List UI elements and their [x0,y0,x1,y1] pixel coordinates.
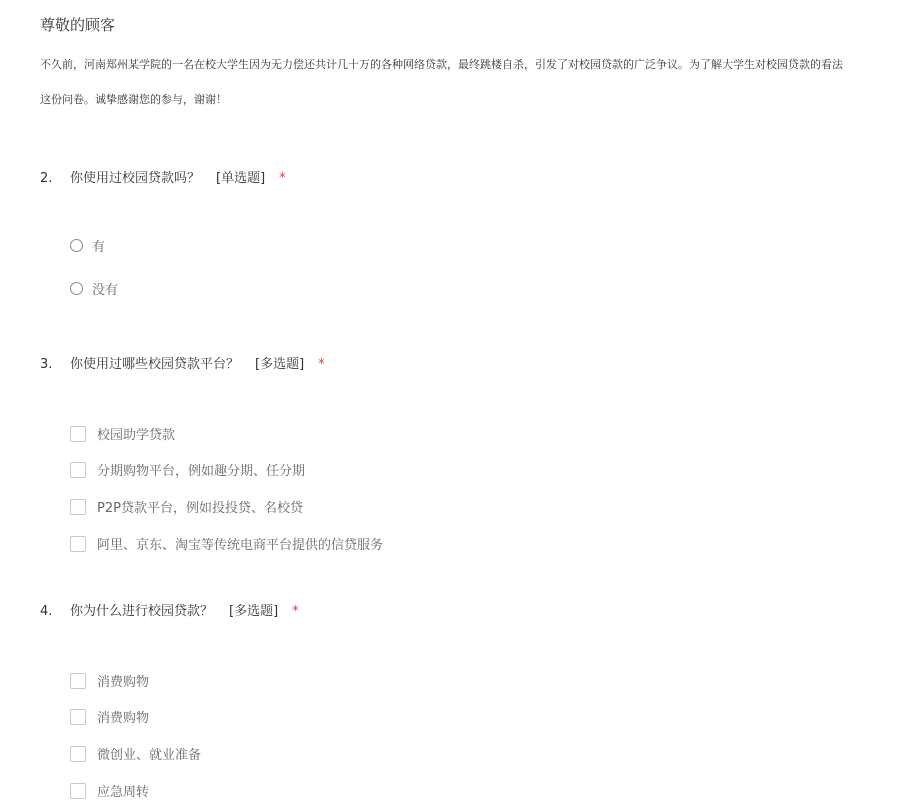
question-4-title [40,602,299,622]
q3-option-2[interactable] [70,463,305,481]
checkbox[interactable] [70,673,86,689]
q4-option-3[interactable] [70,747,201,765]
question-number: 3. [40,357,53,372]
q3-option-1[interactable] [70,427,175,445]
checkbox[interactable] [70,746,86,762]
option-label: 分期购物平台，例如趣分期、任分期 [97,464,306,479]
question-type-badge: [多选题] [255,357,305,372]
checkbox[interactable] [70,499,86,515]
option-label: 校园助学贷款 [97,428,176,443]
option-label: 没有 [92,283,119,298]
required-marker: * [318,357,325,372]
checkbox[interactable] [70,536,86,552]
question-3-title [40,355,325,375]
checkbox[interactable] [70,462,86,478]
radio-button[interactable] [70,239,83,252]
survey-greeting: 尊敬的顾客 [40,16,116,34]
question-text: 你使用过校园贷款吗？ [70,171,201,186]
survey-intro [40,55,900,110]
checkbox[interactable] [70,709,86,725]
option-label: 消费购物 [97,711,150,726]
q2-option-2[interactable] [70,282,118,300]
question-2-title [40,169,286,189]
checkbox[interactable] [70,426,86,442]
option-label: 应急周转 [97,785,150,800]
option-label: 微创业、就业准备 [97,748,202,763]
question-text: 你使用过哪些校园贷款平台？ [70,357,240,372]
required-marker: * [279,171,286,186]
option-label: P2P贷款平台，例如投投贷、名校贷 [97,501,303,516]
intro-line-1: 不久前，河南郑州某学院的一名在校大学生因为无力偿还共计几十万的各种网络贷款，最终跳楼自杀，引发了对校园贷款的广泛争议。为了解大学生对校园贷款的看法 [40,58,843,71]
q4-option-2[interactable] [70,710,149,728]
intro-line-2: 这份问卷。诚挚感谢您的参与，谢谢！ [40,93,227,106]
q3-option-4[interactable] [70,537,383,555]
q4-option-1[interactable] [70,674,149,692]
q2-option-1[interactable] [70,239,105,257]
option-label: 消费购物 [97,675,150,690]
option-label: 有 [92,240,106,255]
question-type-badge: [多选题] [229,604,279,619]
question-number: 4. [40,604,53,619]
q3-option-3[interactable] [70,500,303,518]
checkbox[interactable] [70,783,86,799]
radio-button[interactable] [70,282,83,295]
q4-option-4[interactable] [70,784,149,802]
question-type-badge: [单选题] [216,171,266,186]
required-marker: * [292,604,299,619]
option-label: 阿里、京东、淘宝等传统电商平台提供的信贷服务 [97,538,384,553]
question-number: 2. [40,171,53,186]
question-text: 你为什么进行校园贷款？ [70,604,214,619]
